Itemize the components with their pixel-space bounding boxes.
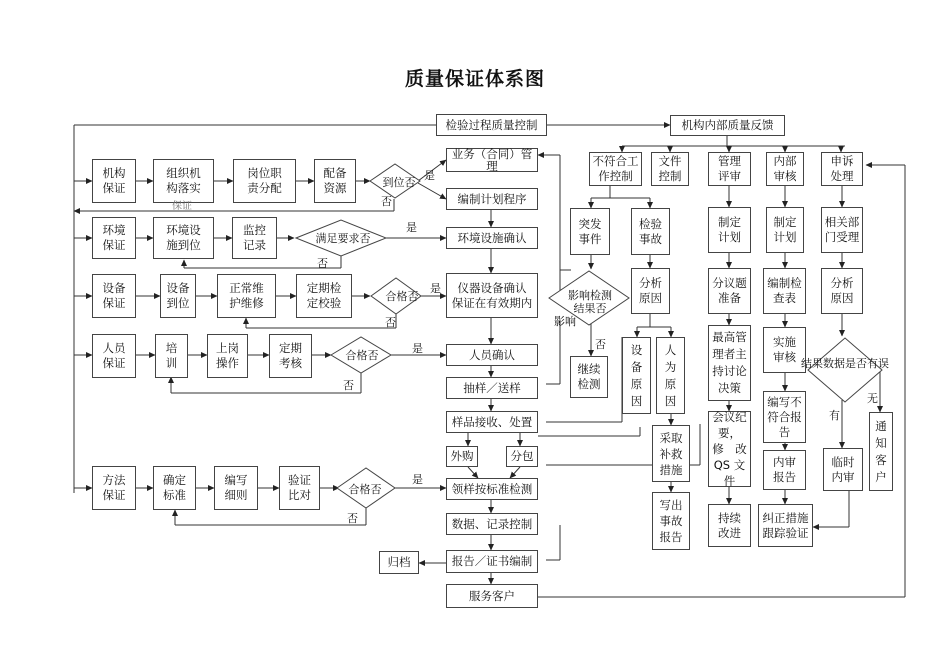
- continue-test-box: 继续 检测: [570, 356, 608, 398]
- training-box: 培 训: [155, 334, 188, 378]
- business-contract-box: 业务（合同）管 理: [446, 148, 538, 172]
- emergency-box: 突发 事件: [570, 208, 610, 255]
- analyze1-box: 分析 原因: [631, 268, 670, 314]
- corrective-box: 纠正措施 跟踪验证: [758, 504, 813, 547]
- yes-label: 是: [412, 342, 423, 355]
- no-affect-label: 否: [595, 338, 606, 351]
- yes-label: 是: [412, 473, 423, 486]
- temp-audit-box: 临时 内审: [823, 448, 863, 491]
- diamond-in-place-text: 到位否: [382, 176, 416, 189]
- nonconform-report-box: 编写不 符合报 告: [763, 391, 806, 443]
- on-duty-box: 上岗 操作: [207, 334, 248, 378]
- org-guarantee-box: 机构 保证: [92, 159, 136, 203]
- remedy-box: 采取 补救 措施: [652, 425, 690, 482]
- diamond-qualified-equip-text: 合格否: [385, 290, 419, 303]
- audit-report-box: 内审 报告: [763, 450, 806, 490]
- minutes-box: 会议纪 要， 修 改 QS 文件: [708, 411, 751, 487]
- std-test-box: 领样按标准检测: [446, 478, 538, 500]
- has-label: 有: [829, 409, 840, 422]
- assessment-box: 定期 考核: [269, 334, 312, 378]
- data-record-box: 数据、记录控制: [446, 513, 538, 535]
- plan-program-box: 编制计划程序: [446, 188, 538, 210]
- archive-box: 归档: [379, 551, 419, 574]
- yes-label: 是: [406, 221, 417, 234]
- nonconform-box: 不符合工 作控制: [589, 152, 642, 186]
- org-setup-box: 组织机 构落实: [153, 159, 214, 203]
- inspection-control-box: 检验过程质量控制: [436, 114, 547, 136]
- top-mgr-box: 最高管 理者主 持讨论 决策: [708, 325, 751, 401]
- diamond-qualified-method-text: 合格否: [348, 483, 382, 496]
- yes-label: 是: [424, 169, 435, 182]
- sample-receive-box: 样品接收、处置: [446, 411, 538, 433]
- subcontract-box: 分包: [506, 446, 538, 467]
- diamond-qualified-staff-text: 合格否: [345, 349, 379, 362]
- post-duty-box: 岗位职 责分配: [233, 159, 296, 203]
- no-label: 否: [381, 195, 392, 208]
- internal-feedback-box: 机构内部质量反馈: [670, 115, 785, 136]
- ghost-guarantee-text: 保证: [172, 201, 192, 212]
- method-guarantee-box: 方法 保证: [92, 466, 136, 510]
- topics-box: 分议题 准备: [708, 268, 751, 314]
- sampling-box: 抽样／送样: [446, 377, 538, 399]
- affect-label: 影响: [554, 315, 576, 328]
- no-label: 否: [385, 316, 396, 329]
- complaint-box: 申诉 处理: [821, 152, 863, 186]
- yes-label: 是: [430, 282, 441, 295]
- human-cause-box: 人 为 原 因: [656, 337, 685, 414]
- internal-audit-box: 内部 审核: [766, 152, 804, 186]
- no-label: 否: [317, 257, 328, 270]
- staff-confirm-box: 人员确认: [446, 344, 538, 366]
- outsource-box: 外购: [446, 446, 478, 467]
- none-label: 无: [867, 392, 878, 405]
- make-plan1-box: 制定 计划: [708, 207, 751, 253]
- inspect-accident-box: 检验 事故: [631, 208, 670, 255]
- diamond-affects-result-text: 影响检测 结果否: [568, 289, 612, 315]
- notify-client-box: 通 知 客 户: [869, 412, 893, 491]
- staff-guarantee-box: 人员 保证: [92, 334, 136, 378]
- env-facility-box: 环境设 施到位: [153, 217, 214, 259]
- diamond-meets-req-text: 满足要求否: [315, 232, 371, 245]
- maintenance-box: 正常维 护维修: [217, 274, 276, 318]
- equip-guarantee-box: 设备 保证: [92, 274, 136, 318]
- instrument-confirm-box: 仪器设备确认 保证在有效期内: [446, 273, 538, 318]
- calibration-box: 定期检 定校验: [296, 274, 352, 318]
- standard-box: 确定 标准: [153, 466, 196, 510]
- mgmt-review-box: 管理 评审: [708, 152, 751, 186]
- dept-accept-box: 相关部 门受理: [821, 207, 863, 253]
- diamond-result-error-text: 结果数据是否有误: [801, 357, 889, 370]
- improve-box: 持续 改进: [708, 504, 751, 547]
- no-label: 否: [343, 379, 354, 392]
- checklist-box: 编制检 查表: [763, 268, 806, 314]
- env-confirm-box: 环境设施确认: [446, 227, 538, 249]
- diagram-title: 质量保证体系图: [404, 68, 545, 90]
- accident-report-box: 写出 事故 报告: [652, 492, 690, 550]
- doc-control-box: 文件 控制: [651, 152, 689, 186]
- make-plan2-box: 制定 计划: [766, 207, 804, 253]
- implement-audit-box: 实施 审核: [763, 327, 806, 373]
- no-label: 否: [347, 512, 358, 525]
- rules-box: 编写 细则: [214, 466, 258, 510]
- env-guarantee-box: 环境 保证: [92, 217, 136, 259]
- analyze2-box: 分析 原因: [821, 268, 863, 314]
- verify-box: 验证 比对: [279, 466, 320, 510]
- equip-arrive-box: 设备 到位: [160, 274, 196, 318]
- service-box: 服务客户: [446, 584, 538, 608]
- report-box: 报告／证书编制: [446, 550, 538, 573]
- staffing-box: 配备 资源: [314, 159, 356, 203]
- equip-cause-box: 设 备 原 因: [622, 337, 651, 414]
- monitor-record-box: 监控 记录: [232, 217, 277, 259]
